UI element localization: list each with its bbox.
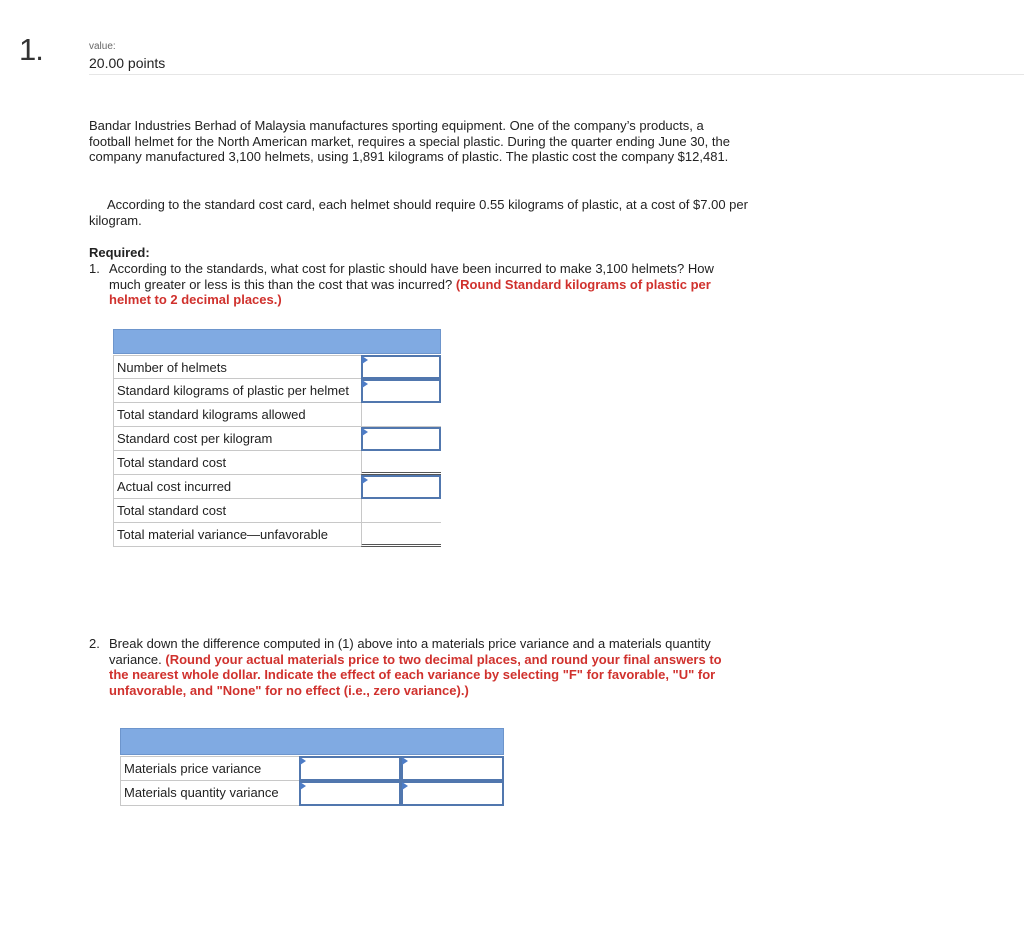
row-label: Standard kilograms of plastic per helmet (113, 379, 361, 403)
total-standard-kg-cell (361, 403, 441, 427)
required-item-1-text: According to the standards, what cost for plastic should have been incurred to make 3,100 helmets? How much greater or less is this than the cost that was incurred? (109, 261, 714, 292)
table-row (113, 379, 441, 403)
number-of-helmets-input[interactable] (361, 355, 441, 379)
row-label: Materials price variance (120, 756, 299, 781)
price-variance-amount-input[interactable] (299, 756, 401, 781)
table-row (113, 403, 441, 427)
problem-paragraph-2: According to the standard cost card, each helmet should require 0.55 kilograms of plastic, at a cost of $7.00 per kilogram. (89, 197, 748, 228)
required-item-2 (89, 636, 739, 698)
required-item-1-instruction: (Round Standard kilograms of plastic per helmet to 2 decimal places.) (109, 276, 711, 308)
row-label: Number of helmets (113, 355, 361, 379)
actual-cost-incurred-input[interactable] (361, 475, 441, 499)
required-heading: Required: (89, 245, 150, 260)
row-label: Actual cost incurred (113, 475, 361, 499)
value-label: value: (89, 41, 116, 52)
standard-kg-per-helmet-input[interactable] (361, 379, 441, 403)
input-marker-icon (300, 782, 306, 790)
table-row (113, 355, 441, 379)
table-row (113, 427, 441, 451)
total-standard-cost-repeat-cell (361, 499, 441, 523)
row-label: Standard cost per kilogram (113, 427, 361, 451)
table-row (113, 499, 441, 523)
quantity-variance-effect-select[interactable] (401, 781, 504, 806)
standard-cost-table (113, 329, 441, 547)
required-item-2-instruction: (Round your actual materials price to two decimal places, and round your final answers to the nearest whole dollar. Indicate the effect of each variance by selecting "F" for favorable, "U" for unfavorable, and "None" for no effect (i.e., zero variance).) (109, 651, 722, 698)
quantity-variance-amount-input[interactable] (299, 781, 401, 806)
input-marker-icon (362, 356, 368, 364)
required-item-2-number: 2. (89, 636, 100, 651)
input-marker-icon (300, 757, 306, 765)
required-item-1-number: 1. (89, 261, 100, 276)
table-row (113, 523, 441, 547)
row-label: Materials quantity variance (120, 781, 299, 806)
row-label: Total standard kilograms allowed (113, 403, 361, 427)
question-number: 1. (19, 32, 43, 67)
table-header-bar (113, 329, 441, 354)
required-item-1 (89, 261, 719, 308)
required-item-2-text: Break down the difference computed in (1) above into a materials price variance and a materials quantity variance. (109, 636, 711, 667)
input-marker-icon (362, 428, 368, 436)
row-label: Total material variance—unfavorable (113, 523, 361, 547)
input-marker-icon (402, 757, 408, 765)
table-header-bar (120, 728, 504, 755)
input-marker-icon (402, 782, 408, 790)
table-row (120, 781, 504, 806)
row-label: Total standard cost (113, 451, 361, 475)
price-variance-effect-select[interactable] (401, 756, 504, 781)
problem-paragraph-1: Bandar Industries Berhad of Malaysia manufactures sporting equipment. One of the company’s products, a football helmet for the North American market, requires a special plastic. During the quarter ending June 30, the company manufactured 3,100 helmets, using 1,891 kilograms of plastic. The plastic cost the company $12,481. (89, 118, 730, 165)
table-row (120, 756, 504, 781)
table-row (113, 475, 441, 499)
variance-table (120, 728, 504, 806)
points-value: 20.00 points (89, 55, 166, 71)
total-standard-cost-cell (361, 451, 441, 475)
row-label: Total standard cost (113, 499, 361, 523)
total-material-variance-cell (361, 523, 441, 547)
input-marker-icon (362, 380, 368, 388)
table-row (113, 451, 441, 475)
header-divider (89, 74, 1024, 75)
standard-cost-per-kg-input[interactable] (361, 427, 441, 451)
input-marker-icon (362, 476, 368, 484)
